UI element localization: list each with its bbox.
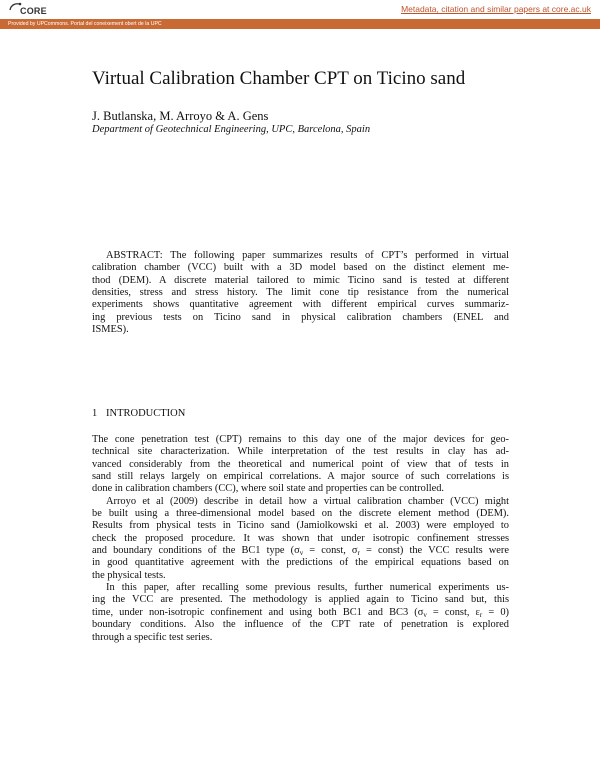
abstract-line: thod (DEM). A discrete material tailored to mimic Ticino sand is tested at different	[92, 274, 509, 286]
body-line: be built using a three-dimensional model based on the discrete element method (DEM).	[92, 508, 509, 520]
body-line: done in calibration chambers (CC), where soil state and properties can be controlled.	[92, 483, 445, 495]
metadata-link[interactable]: Metadata, citation and similar papers at core.ac.uk	[401, 4, 591, 14]
body-line: in good quantitative agreement with the predictions of the empirical equations based on	[92, 557, 509, 569]
paper-title: Virtual Calibration Chamber CPT on Ticino sand	[92, 68, 466, 89]
abstract-line: ing previous tests on Ticino sand in physical calibration chambers (ENEL and	[92, 311, 509, 323]
paragraph	[92, 582, 509, 644]
abstract-line: ABSTRACT: The following paper summarizes results of CPT’s performed in virtual	[106, 250, 509, 261]
abstract-line: experiments shows quantitative agreement with different empirical curves summariz-	[92, 299, 509, 311]
paragraph	[92, 496, 509, 582]
body-line: time, under non-isotropic confinement and using both BC1 and BC3 ($\sigma_v$ = const, $\varepsilon_r = 0$)	[92, 606, 509, 619]
core-header-bar	[0, 0, 600, 19]
paper-authors: J. Butlanska, M. Arroyo & A. Gens	[92, 109, 269, 123]
paper-affiliation: Department of Geotechnical Engineering, UPC, Barcelona, Spain	[92, 124, 371, 135]
body-line: sand still relays largely on empirical correlations. A major source of such correlations is	[92, 471, 509, 483]
body-line: and boundary conditions of the BC1 type ($\sigma_v$ = const, $\sigma_r$ = const) the VCC results were	[92, 545, 509, 558]
abstract	[92, 250, 509, 336]
body-line: vanced considerably from the theoretical and numerical point of view that of tests in	[92, 458, 509, 470]
provided-by-bar	[0, 19, 600, 29]
paragraph	[92, 434, 509, 496]
body-line: Results from physical tests in Ticino sand (Jamiolkowski et al. 2003) were employed to	[92, 520, 509, 532]
section-title: INTRODUCTION	[106, 408, 186, 419]
body-line: technical site characterization. While interpretation of the test results in clay has ad-	[92, 446, 509, 458]
body-line: ing the VCC are presented. The methodology is applied again to Ticino sand but, this	[92, 594, 509, 606]
section-number: 1	[92, 408, 98, 419]
body-line: Arroyo et al (2009) describe in detail how a virtual calibration chamber (VCC) might	[106, 495, 509, 507]
body-line: check the proposed procedure. It was shown that under isotropic confinement stresses	[92, 532, 509, 544]
core-logo[interactable]	[8, 1, 68, 18]
body-line: boundary conditions. Also the influence of the CPT rate of penetration is explored	[92, 619, 509, 631]
abstract-line: ISMES).	[92, 324, 129, 336]
body-line: In this paper, after recalling some previous results, further numerical experiments us-	[106, 582, 509, 594]
body-line: The cone penetration test (CPT) remains to this day one of the major devices for geo-	[92, 434, 509, 445]
abstract-line: calibration chamber (VCC) built with a 3D model based on the distinct element me-	[92, 262, 509, 274]
abstract-line: densities, stress and stress history. The limit cone tip resistance from the numerical	[92, 287, 509, 299]
body-line: through a specific test series.	[92, 631, 213, 643]
section-heading	[92, 408, 185, 419]
body-line: the physical tests.	[92, 569, 166, 581]
provided-by-text: Provided by UPCommons. Portal del coneixement obert de la UPC	[8, 20, 162, 27]
core-logo-text: CORE	[20, 6, 47, 16]
body-text	[92, 434, 509, 644]
